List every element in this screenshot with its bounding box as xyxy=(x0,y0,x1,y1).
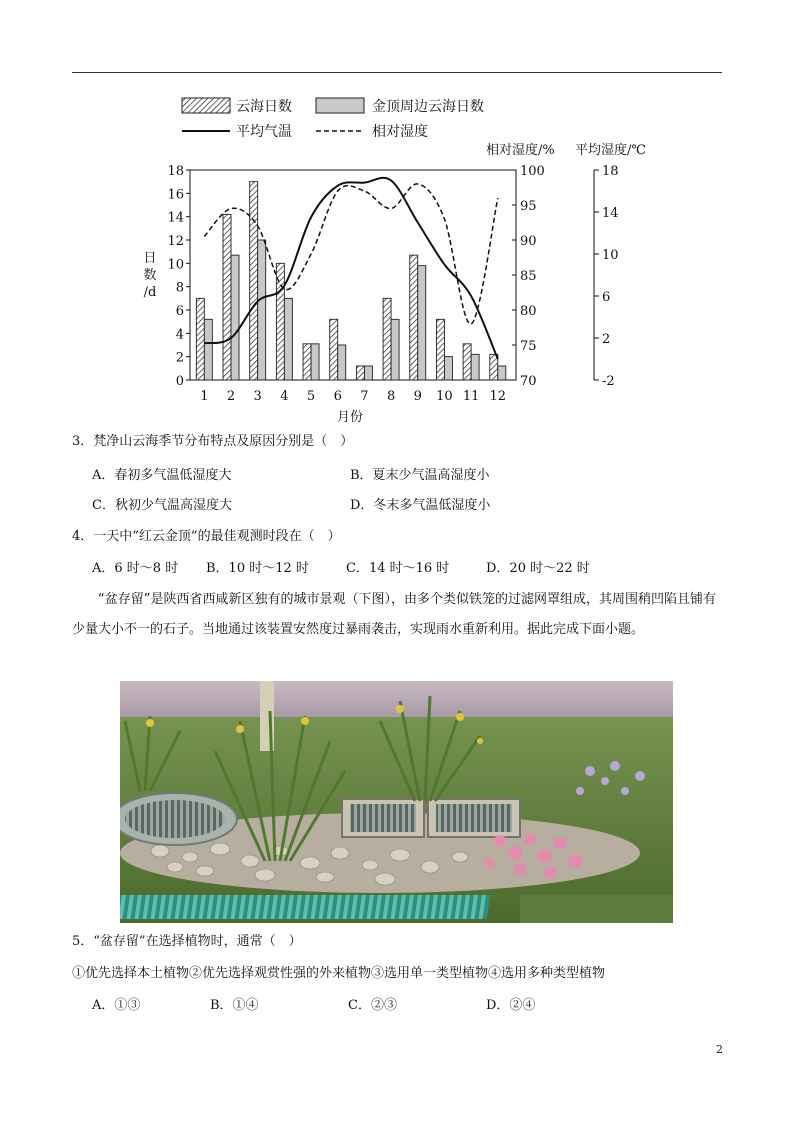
y3-tick-label: -2 xyxy=(602,374,615,389)
series-line-avg-temp xyxy=(204,178,497,359)
question-5-option-b: B．①④ xyxy=(210,998,259,1013)
y-axis-title-part-2: 数 xyxy=(143,268,157,283)
bar-cloud-days xyxy=(383,298,391,380)
climate-chart xyxy=(0,85,794,430)
legend-swatch-gray xyxy=(316,98,364,113)
question-3-option-b: B．夏末少气温高湿度小 xyxy=(350,468,490,483)
question-5-option-a: A．①③ xyxy=(92,998,141,1013)
y-axis-title-part-3: /d xyxy=(143,285,157,300)
question-4-option-a: A．6 时～8 时 xyxy=(92,561,179,576)
chart-legend xyxy=(182,98,484,140)
x-tick-label: 2 xyxy=(226,389,236,404)
bar-summit-cloud-days xyxy=(444,357,452,380)
bar-cloud-days xyxy=(303,344,311,380)
x-tick-label: 10 xyxy=(436,389,453,404)
y2-tick-label: 100 xyxy=(520,164,545,179)
y-axis-title-part-1: 日 xyxy=(143,251,157,266)
legend-label-rel-humidity: 相对湿度 xyxy=(372,124,428,140)
page-number: 2 xyxy=(716,1043,723,1056)
bar-summit-cloud-days xyxy=(204,319,212,380)
legend-label-summit-cloud-days: 金顶周边云海日数 xyxy=(372,99,484,115)
bar-cloud-days xyxy=(356,366,364,380)
x-tick-label: 5 xyxy=(306,389,316,404)
question-4-option-c: C．14 时～16 时 xyxy=(346,561,450,576)
question-3-option-d: D．冬末多气温低湿度小 xyxy=(350,498,491,513)
y-tick-label: 12 xyxy=(167,234,184,249)
bar-summit-cloud-days xyxy=(284,298,292,380)
y3-tick-label: 10 xyxy=(602,248,619,263)
question-5-option-c: C．②③ xyxy=(348,998,397,1013)
question-3-stem: 3．梵净山云海季节分布特点及原因分别是（ ） xyxy=(72,434,354,449)
header-rule xyxy=(72,72,722,73)
bar-summit-cloud-days xyxy=(498,366,506,380)
question-5-stem: 5．“盆存留”在选择植物时，通常（ ） xyxy=(72,934,302,949)
bar-summit-cloud-days xyxy=(338,345,346,380)
question-3-option-a: A．春初多气温低湿度大 xyxy=(92,468,232,483)
question-5-statements: ①优先选择本土植物②优先选择观赏性强的外来植物③选用单一类型植物④选用多种类型植物 xyxy=(72,966,606,981)
bar-cloud-days xyxy=(436,319,444,380)
bar-summit-cloud-days xyxy=(391,319,399,380)
question-4-option-b: B．10 时～12 时 xyxy=(206,561,309,576)
bar-cloud-days xyxy=(330,319,338,380)
y3-tick-label: 14 xyxy=(602,206,619,221)
y2-tick-label: 80 xyxy=(520,304,537,319)
x-tick-label: 12 xyxy=(489,389,507,404)
y3-tick-label: 6 xyxy=(602,290,611,305)
question-5-option-d: D．②④ xyxy=(486,998,536,1013)
bar-cloud-days xyxy=(250,182,258,380)
bar-summit-cloud-days xyxy=(258,240,266,380)
bar-cloud-days xyxy=(276,263,284,380)
y-tick-label: 10 xyxy=(167,257,184,273)
question-4-option-d: D．20 时～22 时 xyxy=(486,561,590,576)
y3-axis-title: 平均湿度/℃ xyxy=(575,143,646,158)
bar-cloud-days xyxy=(410,255,418,380)
y2-tick-label: 85 xyxy=(520,269,537,284)
x-tick-label: 1 xyxy=(200,389,209,404)
y2-axis-title: 相对湿度/% xyxy=(486,143,555,158)
y-tick-label: 4 xyxy=(175,327,184,343)
x-tick-label: 7 xyxy=(360,389,369,404)
reading-passage: “盆存留”是陕西省西咸新区独有的城市景观（下图），由多个类似铁笼的过滤网罩组成，其周围稍凹陷且铺有少量大小不一的石子。当地通过该装置安然度过暴雨袭击，实现雨水重新利用。据此完成下面小题。 xyxy=(72,592,716,637)
x-tick-label: 8 xyxy=(386,389,396,404)
y2-tick-label: 70 xyxy=(520,374,537,389)
bar-summit-cloud-days xyxy=(471,354,479,380)
x-tick-label: 6 xyxy=(333,389,342,404)
y-tick-label: 18 xyxy=(167,164,184,179)
x-tick-label: 4 xyxy=(280,389,289,404)
legend-swatch-hatched xyxy=(182,98,230,113)
y-tick-label: 8 xyxy=(175,280,184,296)
y-tick-label: 6 xyxy=(175,304,184,319)
rain-garden-photo xyxy=(120,681,673,923)
legend-label-avg-temp: 平均气温 xyxy=(236,124,292,140)
y2-tick-label: 75 xyxy=(520,339,537,354)
y3-tick-label: 18 xyxy=(602,164,619,179)
bar-cloud-days xyxy=(196,298,204,380)
y-tick-label: 0 xyxy=(175,374,184,389)
y2-tick-label: 90 xyxy=(520,234,537,249)
y-tick-label: 2 xyxy=(175,350,184,366)
bar-cloud-days xyxy=(223,214,231,380)
y3-tick-label: 2 xyxy=(602,332,611,347)
bar-summit-cloud-days xyxy=(418,266,426,380)
series-line-rel-humidity xyxy=(204,184,497,324)
question-4-stem: 4．一天中“红云金顶”的最佳观测时段在（ ） xyxy=(72,529,341,544)
bar-summit-cloud-days xyxy=(231,255,239,380)
y-tick-label: 14 xyxy=(167,210,184,226)
bar-summit-cloud-days xyxy=(311,344,319,380)
bar-cloud-days xyxy=(463,344,471,380)
legend-label-cloud-days: 云海日数 xyxy=(236,99,292,115)
x-tick-label: 11 xyxy=(462,389,480,404)
x-axis-title: 月份 xyxy=(336,410,364,425)
question-3-option-c: C．秋初少气温高湿度大 xyxy=(92,498,232,513)
y-tick-label: 16 xyxy=(167,187,184,203)
x-tick-label: 3 xyxy=(253,389,262,404)
y2-tick-label: 95 xyxy=(520,199,537,214)
bar-summit-cloud-days xyxy=(364,366,372,380)
x-tick-label: 9 xyxy=(413,389,422,404)
